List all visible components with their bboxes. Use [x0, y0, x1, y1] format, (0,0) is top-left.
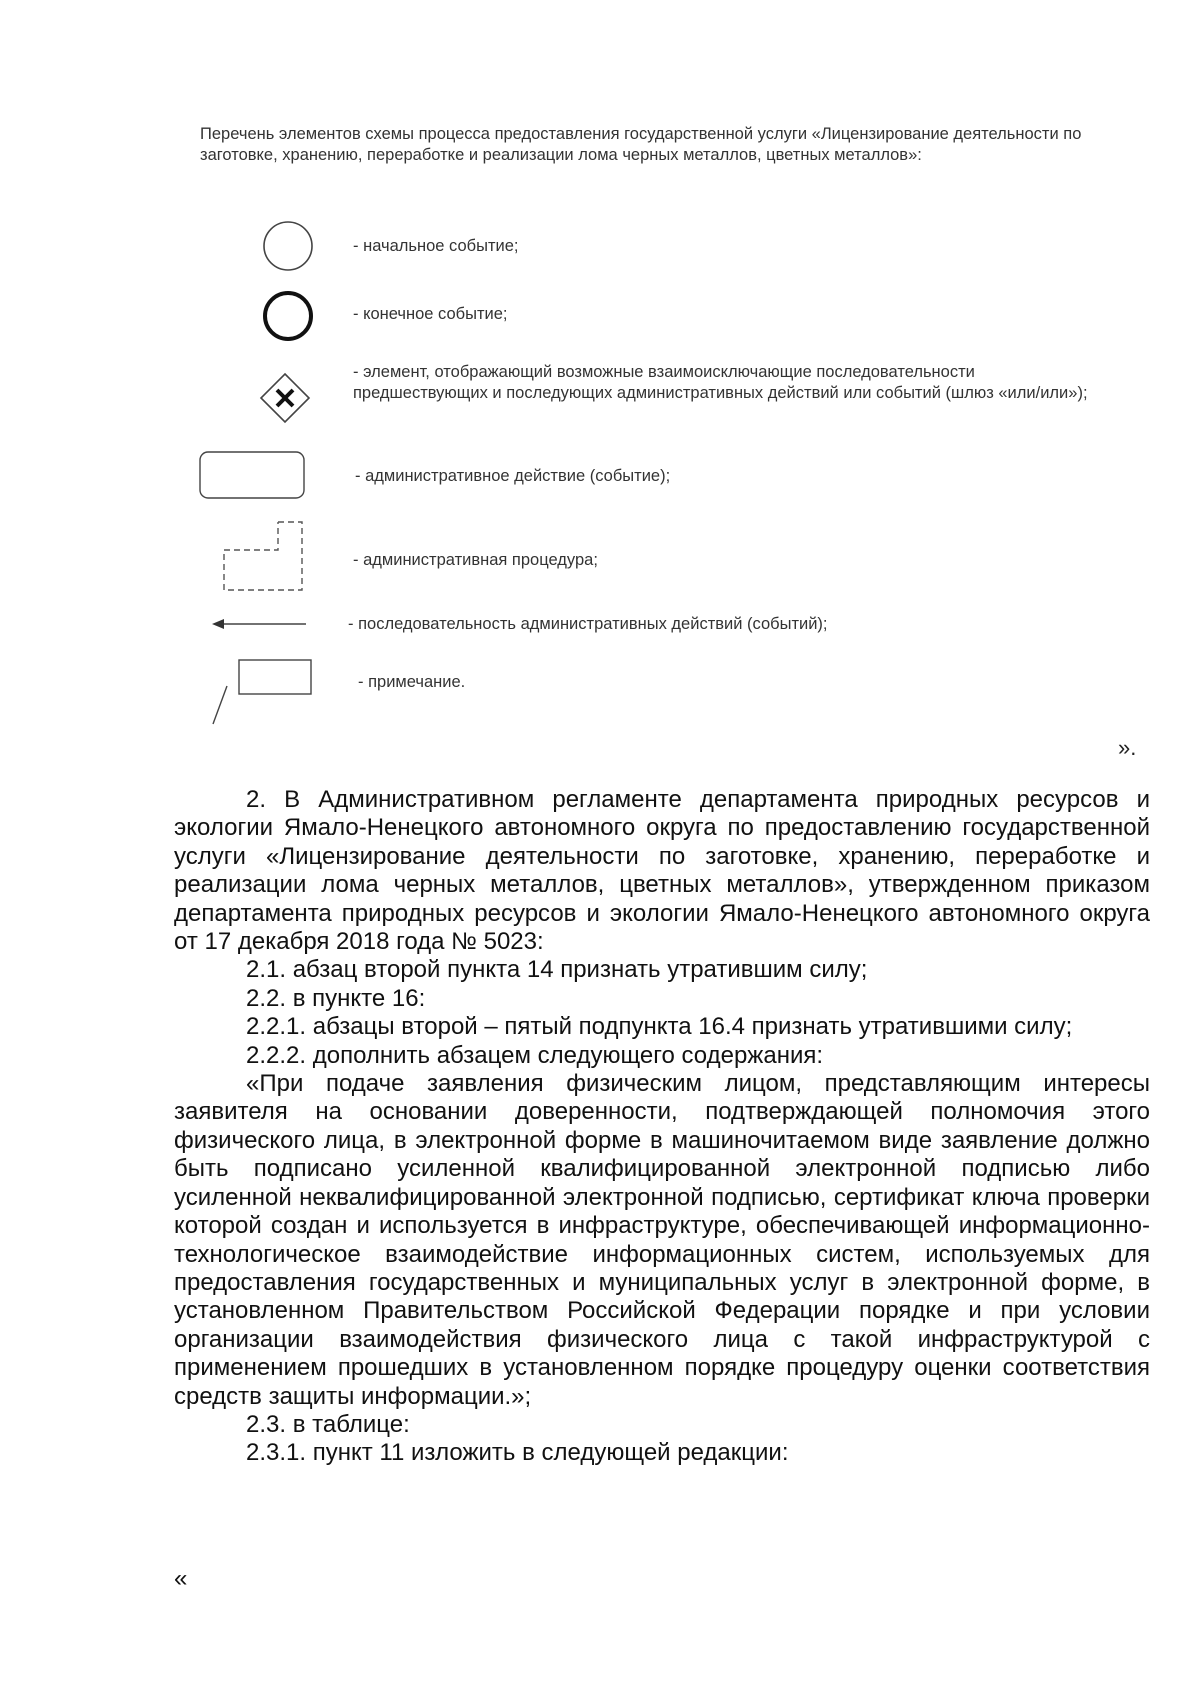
exclusive-gateway-icon: [259, 372, 311, 424]
paragraph: 2.2.2. дополнить абзацем следующего содержания:: [246, 1041, 824, 1069]
paragraph: 2.2.1. абзацы второй – пятый подпункта 16.4 признать утратившими силу;: [246, 1013, 1073, 1041]
paragraph: 2.3. в таблице:: [246, 1410, 410, 1438]
start-event-circle-icon: [260, 218, 316, 274]
legend-intro: Перечень элементов схемы процесса предоставления государственной услуги «Лицензирование деятельности по заготовке, хранению, переработке и реализации лома черных металлов, цветных металлов»:: [200, 125, 1082, 164]
body-text: [174, 786, 1150, 1468]
paragraph: 2.3.1. пункт 11 изложить в следующей редакции:: [246, 1439, 789, 1467]
paragraph: «При подаче заявления физическим лицом, представляющим интересы заявителя на основании доверенности, подтверждающей полномочия этого физического лица, в электронной форме в машиночитаемом виде заявление должно быть подписано усиленной квалифицированной электронной подписью либо усиленной неквалифицированной электронной подписью, сертификат ключа проверки которой создан и используется в инфраструктуре, обеспечивающей информационно-технологическое взаимодействие информационных систем, используемых для предоставления государственных и муниципальных услуг в электронной форме, в установленном Правительством Российской Федерации порядке и при условии организации взаимодействия физического лица с такой инфраструктурой с применением прошедших в установленном порядке процедуру оценки соответствия средств защиты информации.»;: [174, 1070, 1150, 1410]
annotation-icon: [205, 658, 315, 728]
legend-label-action: - административное действие (событие);: [355, 467, 671, 485]
legend-closing-quote: ».: [1118, 735, 1137, 760]
arrow-left-icon: [210, 616, 310, 632]
legend-label-gateway: - элемент, отображающий возможные взаимоисключающие последовательности предшествующих и последующих административных действий или событий (шлюз «или/или»);: [353, 363, 1088, 402]
paragraph: 2.1. абзац второй пункта 14 признать утратившим силу;: [246, 956, 868, 984]
open-quote: «: [174, 1565, 188, 1592]
legend-label-annotation: - примечание.: [358, 673, 466, 691]
legend-label-procedure: - административная процедура;: [353, 551, 598, 569]
paragraph: 2. В Административном регламенте департамента природных ресурсов и экологии Ямало-Ненецкого автономного округа по предоставлению государственной услуги «Лицензирование деятельности по заготовке, хранению, переработке и реализации лома черных металлов, цветных металлов», утвержденном приказом департамента природных ресурсов и экологии Ямало-Ненецкого автономного округа от 17 декабря 2018 года № 5023:: [174, 786, 1150, 956]
paragraph: 2.2. в пункте 16:: [246, 984, 426, 1012]
legend-label-start-event: - начальное событие;: [353, 237, 519, 255]
dashed-procedure-icon: [218, 520, 308, 592]
legend-label-end-event: - конечное событие;: [353, 305, 508, 323]
rounded-rectangle-icon: [198, 450, 308, 502]
legend-label-sequence: - последовательность административных действий (событий);: [348, 615, 828, 633]
end-event-circle-icon: [260, 288, 316, 344]
